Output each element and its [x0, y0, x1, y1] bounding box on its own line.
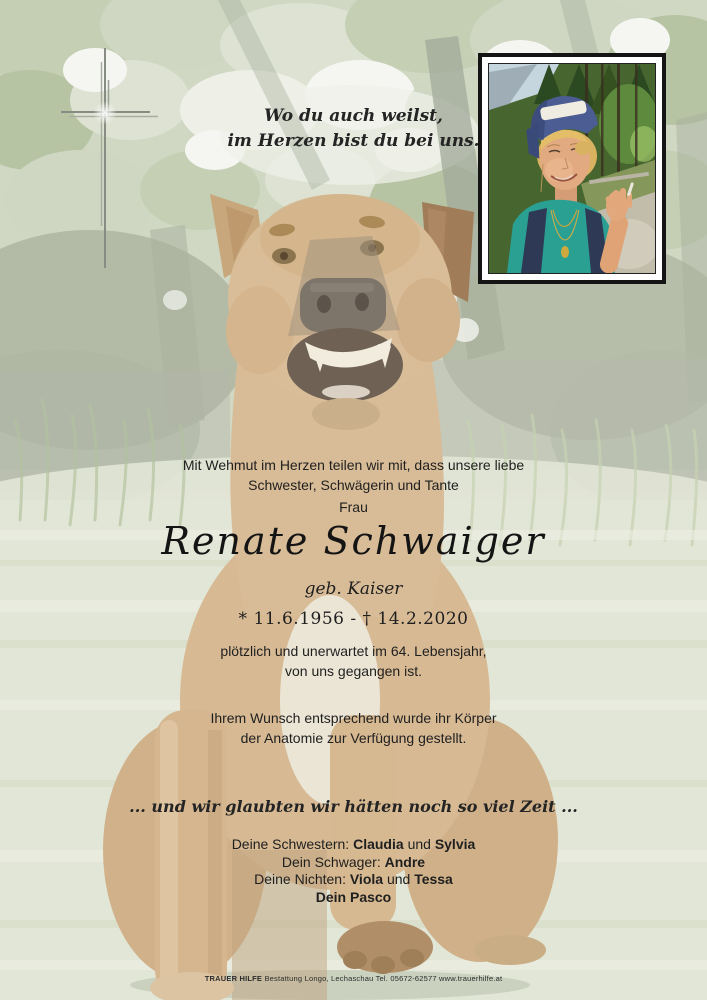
memorial-quote [0, 104, 707, 154]
mourners-sisters [0, 836, 707, 854]
mourners-sister-2: Sylvia [434, 836, 476, 852]
passing-line-1: plötzlich und unerwartet im 64. Lebensjahr, [220, 643, 487, 659]
mourners-sisters-conj: und [407, 836, 431, 852]
mourners-sister-1: Claudia [353, 836, 404, 852]
passing-text [0, 641, 707, 681]
portrait-photo-inner [488, 63, 656, 274]
announcement-text [0, 455, 707, 495]
wish-line-1: Ihrem Wunsch entsprechend wurde ihr Körper [210, 710, 497, 726]
epitaph-quote: ... und wir glaubten wir hätten noch so viel Zeit ... [129, 797, 578, 816]
wish-text [0, 708, 707, 748]
funeral-home-info: Bestattung Longo, Lechaschau Tel. 05672-62577 www.trauerhilfe.at [264, 974, 503, 983]
mourners-nieces-conj: und [386, 871, 411, 887]
quote-line-2: im Herzen bist du bei uns. [227, 131, 480, 151]
mourners-brother-in-law [0, 854, 707, 872]
portrait-illustration [489, 64, 655, 273]
mourners-dog [0, 889, 707, 907]
mourners-niece-1: Viola [349, 871, 384, 887]
mourners-list [0, 836, 707, 906]
deceased-name: Renate Schwaiger [161, 519, 546, 563]
mourners-nieces-label: Deine Nichten: [254, 871, 346, 887]
portrait-photo [478, 53, 666, 284]
mourners-bil-name: Andre [384, 853, 426, 870]
announcement-line-2: Schwester, Schwägerin und Tante [248, 477, 459, 493]
quote-line-1: Wo du auch weilst, [264, 106, 443, 126]
life-dates: * 11.6.1956 - † 14.2.2020 [238, 609, 469, 629]
passing-line-2: von uns gegangen ist. [285, 663, 422, 679]
memorial-cross-icon [52, 38, 168, 280]
salutation: Frau [339, 499, 368, 515]
wish-line-2: der Anatomie zur Verfügung gestellt. [240, 730, 467, 746]
announcement-line-1: Mit Wehmut im Herzen teilen wir mit, dass unsere liebe [182, 457, 525, 473]
mourners-dog-name: Dein Pasco [315, 888, 392, 905]
maiden-name: geb. Kaiser [304, 579, 403, 599]
funeral-home-brand: TRAUER HILFE [204, 974, 263, 983]
funeral-home-footer [0, 974, 707, 983]
mourners-bil-label: Dein Schwager: [281, 853, 381, 870]
mourners-sisters-label: Deine Schwestern: [231, 836, 350, 852]
mourners-nieces [0, 871, 707, 889]
mourners-niece-2: Tessa [414, 871, 453, 887]
